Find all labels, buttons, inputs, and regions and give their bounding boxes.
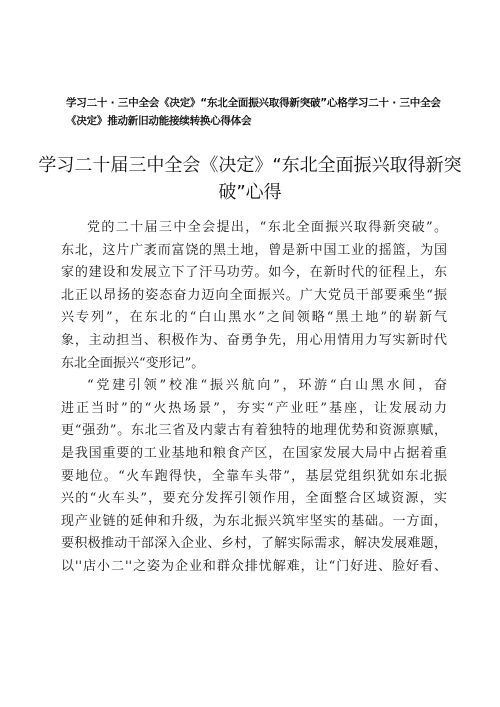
body-line: 兴专列”，在东北的“白山黑水”之间领略“黑土地”的崭新气 [61, 310, 447, 326]
body-line: 要地位。“火车跑得快，全靠车头带”，基层党组织犹如东北振 [61, 468, 447, 484]
article-body [61, 217, 447, 579]
body-line: 象，主动担当、积极作为、奋勇争先，用心用情用力写实新时代 [61, 332, 447, 348]
body-line: 北正以昂扬的姿态奋力迈向全面振兴。广大党员干部要乘坐“振 [61, 287, 447, 303]
document-header-line-2: 《决定》推动新旧动能接续转换心得体会 [66, 115, 252, 127]
body-line: 东北全面振兴“变形记”。 [61, 355, 205, 371]
body-line: 东北，这片广袤而富饶的黑土地，曾是新中国工业的摇篮，为国 [61, 242, 447, 258]
body-line: 以''店小二''之姿为企业和群众排忧解难，让“门好进、脸好看、 [61, 558, 447, 574]
body-line: 党的二十届三中全会提出，“东北全面振兴取得新突破”。 [87, 220, 447, 235]
body-line: 进正当时”的“火热场景”，夯实“产业旺”基座，让发展动力 [61, 400, 447, 416]
document-header-line-1: 学习二十 · 三中全会《决定》“东北全面振兴取得新突破”心格学习二十 · 三中全会 [66, 97, 441, 109]
body-line: 更“强劲”。东北三省及内蒙古有着独特的地理优势和资源禀赋， [61, 423, 447, 439]
article-title-line-1: 学习二十届三中全会《决定》“东北全面振兴取得新突 [38, 155, 462, 176]
body-line: 是我国重要的工业基地和粮食产区，在国家发展大局中占据着重 [61, 445, 447, 461]
body-line: 家的建设和发展立下了汗马功劳。如今，在新时代的征程上，东 [61, 265, 447, 281]
body-line: 兴的“火车头”，要充分发挥引领作用，全面整合区域资源，实 [61, 491, 447, 507]
article-title-line-2: 破”心得 [218, 182, 282, 203]
body-line: “党建引领”校准“振兴航向”，环游“白山黑水间，奋 [87, 378, 447, 394]
body-line: 现产业链的延伸和升级，为东北振兴筑牢坚实的基础。一方面， [61, 513, 447, 529]
body-line: 要积极推动干部深入企业、乡村，了解实际需求，解决发展难题， [61, 536, 447, 552]
